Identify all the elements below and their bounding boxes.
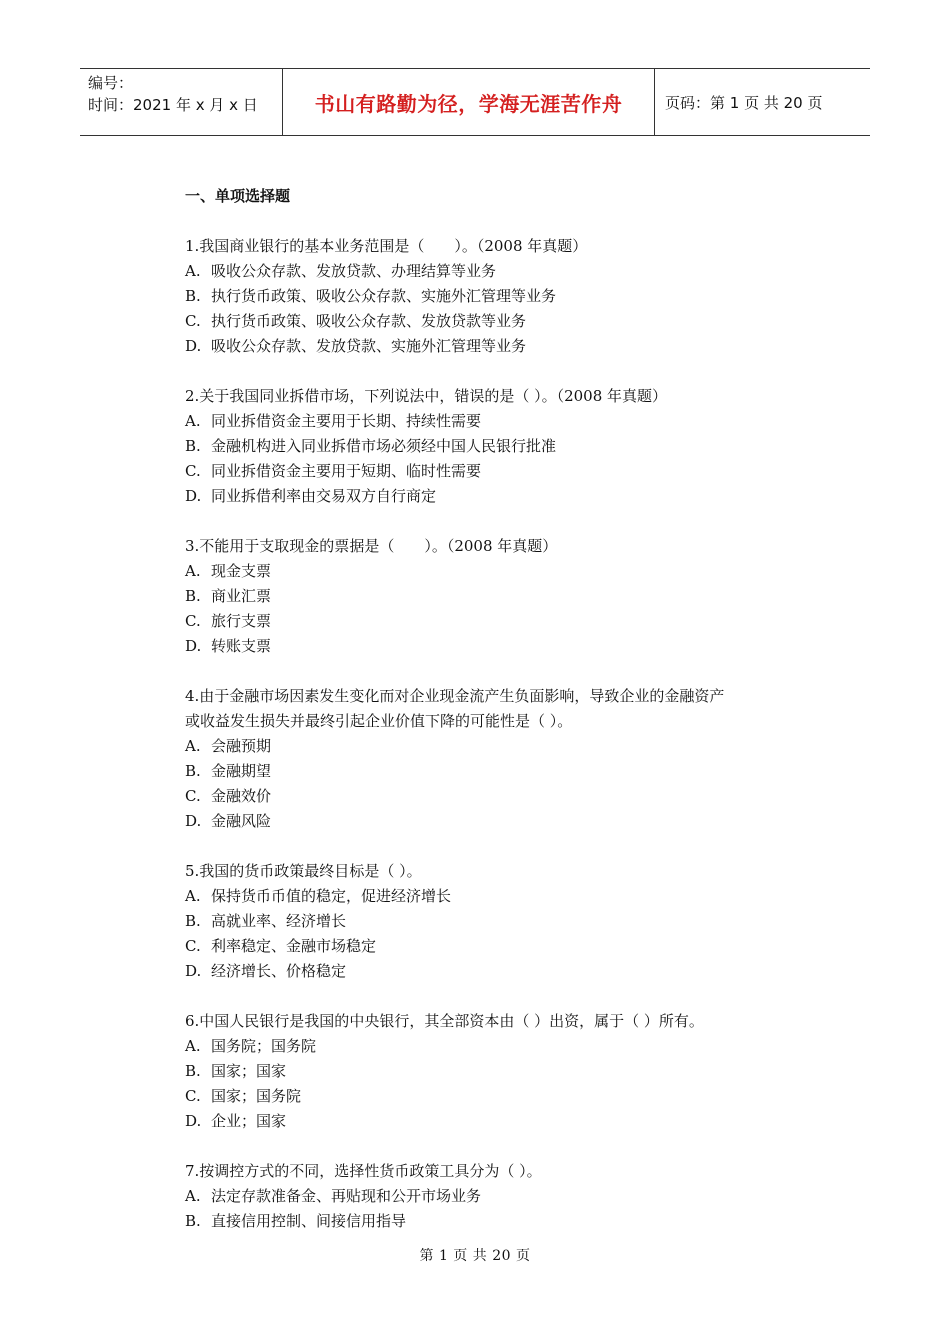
option-text: 金融期望 [211, 762, 272, 780]
answer-option [185, 1209, 825, 1234]
option-letter: B. [185, 1212, 201, 1230]
option-letter: C. [185, 1087, 201, 1105]
page-footer: 第 1 页 共 20 页 [419, 1248, 531, 1264]
option-text: 国家；国务院 [211, 1087, 302, 1105]
answer-option [185, 434, 825, 459]
motto-text: 书山有路勤为径，学海无涯苦作舟 [314, 91, 623, 116]
question-item [185, 234, 825, 359]
option-letter: B. [185, 1062, 201, 1080]
option-letter: B. [185, 762, 201, 780]
option-text: 转账支票 [211, 637, 272, 655]
option-letter: A. [185, 887, 201, 905]
option-letter: A. [185, 1187, 201, 1205]
option-letter: D. [185, 1112, 202, 1130]
option-text: 直接信用控制、间接信用指导 [211, 1212, 407, 1230]
option-letter: A. [185, 562, 201, 580]
answer-option [185, 634, 825, 659]
option-text: 国务院；国务院 [211, 1037, 317, 1055]
option-text: 高就业率、经济增长 [211, 912, 347, 930]
answer-option [185, 1034, 825, 1059]
option-text: 金融风险 [211, 812, 272, 830]
option-text: 旅行支票 [211, 612, 272, 630]
answer-option [185, 584, 825, 609]
option-letter: B. [185, 912, 201, 930]
question-item [185, 859, 825, 984]
option-letter: C. [185, 312, 201, 330]
option-text: 吸收公众存款、发放贷款、办理结算等业务 [211, 262, 497, 280]
document-body [185, 184, 825, 1259]
answer-option [185, 809, 825, 834]
option-text: 金融机构进入同业拆借市场必须经中国人民银行批准 [211, 437, 557, 455]
answer-option [185, 409, 825, 434]
answer-option [185, 759, 825, 784]
answer-option [185, 259, 825, 284]
number-label: 编号： [88, 74, 134, 92]
answer-option [185, 1059, 825, 1084]
question-item [185, 1009, 825, 1134]
option-letter: C. [185, 462, 201, 480]
question-stem: 7.按调控方式的不同，选择性货币政策工具分为（ ）。 [185, 1162, 542, 1180]
answer-option [185, 484, 825, 509]
option-letter: A. [185, 737, 201, 755]
option-text: 企业；国家 [211, 1112, 287, 1130]
option-letter: C. [185, 937, 201, 955]
question-item [185, 534, 825, 659]
option-text: 同业拆借资金主要用于长期、持续性需要 [211, 412, 482, 430]
option-text: 同业拆借利率由交易双方自行商定 [211, 487, 437, 505]
option-text: 执行货币政策、吸收公众存款、发放贷款等业务 [211, 312, 527, 330]
option-text: 国家；国家 [211, 1062, 287, 1080]
option-letter: A. [185, 412, 201, 430]
answer-option [185, 884, 825, 909]
option-text: 法定存款准备金、再贴现和公开市场业务 [211, 1187, 482, 1205]
option-letter: C. [185, 612, 201, 630]
option-text: 商业汇票 [211, 587, 272, 605]
answer-option [185, 609, 825, 634]
option-text: 会融预期 [211, 737, 272, 755]
question-stem: 或收益发生损失并最终引起企业价值下降的可能性是（ ）。 [185, 712, 573, 730]
option-letter: D. [185, 487, 202, 505]
section-title: 一、单项选择题 [185, 187, 291, 205]
page-info: 页码：第 1 页 共 20 页 [665, 93, 823, 112]
question-item [185, 1159, 825, 1234]
answer-option [185, 734, 825, 759]
question-stem: 1.我国商业银行的基本业务范围是（ ）。（2008 年真题） [185, 237, 588, 255]
header-meta-cell [80, 69, 283, 135]
option-letter: D. [185, 637, 202, 655]
answer-option [185, 959, 825, 984]
header-table [80, 68, 870, 136]
option-text: 经济增长、价格稳定 [211, 962, 347, 980]
option-letter: B. [185, 437, 201, 455]
question-stem: 4.由于金融市场因素发生变化而对企业现金流产生负面影响，导致企业的金融资产 [185, 687, 725, 705]
answer-option [185, 784, 825, 809]
option-letter: A. [185, 262, 201, 280]
answer-option [185, 309, 825, 334]
option-letter: A. [185, 1037, 201, 1055]
answer-option [185, 1184, 825, 1209]
question-stem: 5.我国的货币政策最终目标是（ ）。 [185, 862, 422, 880]
option-letter: D. [185, 337, 202, 355]
option-text: 金融效价 [211, 787, 272, 805]
option-letter: C. [185, 787, 201, 805]
option-text: 保持货币币值的稳定，促进经济增长 [211, 887, 452, 905]
question-item [185, 384, 825, 509]
answer-option [185, 334, 825, 359]
option-letter: B. [185, 587, 201, 605]
answer-option [185, 909, 825, 934]
header-page-cell [655, 69, 870, 135]
option-text: 现金支票 [211, 562, 272, 580]
question-stem: 3.不能用于支取现金的票据是（ ）。（2008 年真题） [185, 537, 558, 555]
answer-option [185, 559, 825, 584]
question-list [185, 234, 825, 1234]
header-motto-cell [283, 69, 655, 135]
answer-option [185, 284, 825, 309]
option-letter: B. [185, 287, 201, 305]
answer-option [185, 934, 825, 959]
option-text: 吸收公众存款、发放贷款、实施外汇管理等业务 [211, 337, 527, 355]
question-item [185, 684, 825, 834]
answer-option [185, 459, 825, 484]
answer-option [185, 1084, 825, 1109]
option-text: 利率稳定、金融市场稳定 [211, 937, 377, 955]
question-stem: 6.中国人民银行是我国的中央银行，其全部资本由（ ）出资，属于（ ）所有。 [185, 1012, 704, 1030]
option-text: 执行货币政策、吸收公众存款、实施外汇管理等业务 [211, 287, 557, 305]
option-text: 同业拆借资金主要用于短期、临时性需要 [211, 462, 482, 480]
question-stem: 2.关于我国同业拆借市场，下列说法中，错误的是（ ）。（2008 年真题） [185, 387, 668, 405]
option-letter: D. [185, 812, 202, 830]
option-letter: D. [185, 962, 202, 980]
time-label: 时间：2021 年 x 月 x 日 [88, 96, 258, 114]
answer-option [185, 1109, 825, 1134]
